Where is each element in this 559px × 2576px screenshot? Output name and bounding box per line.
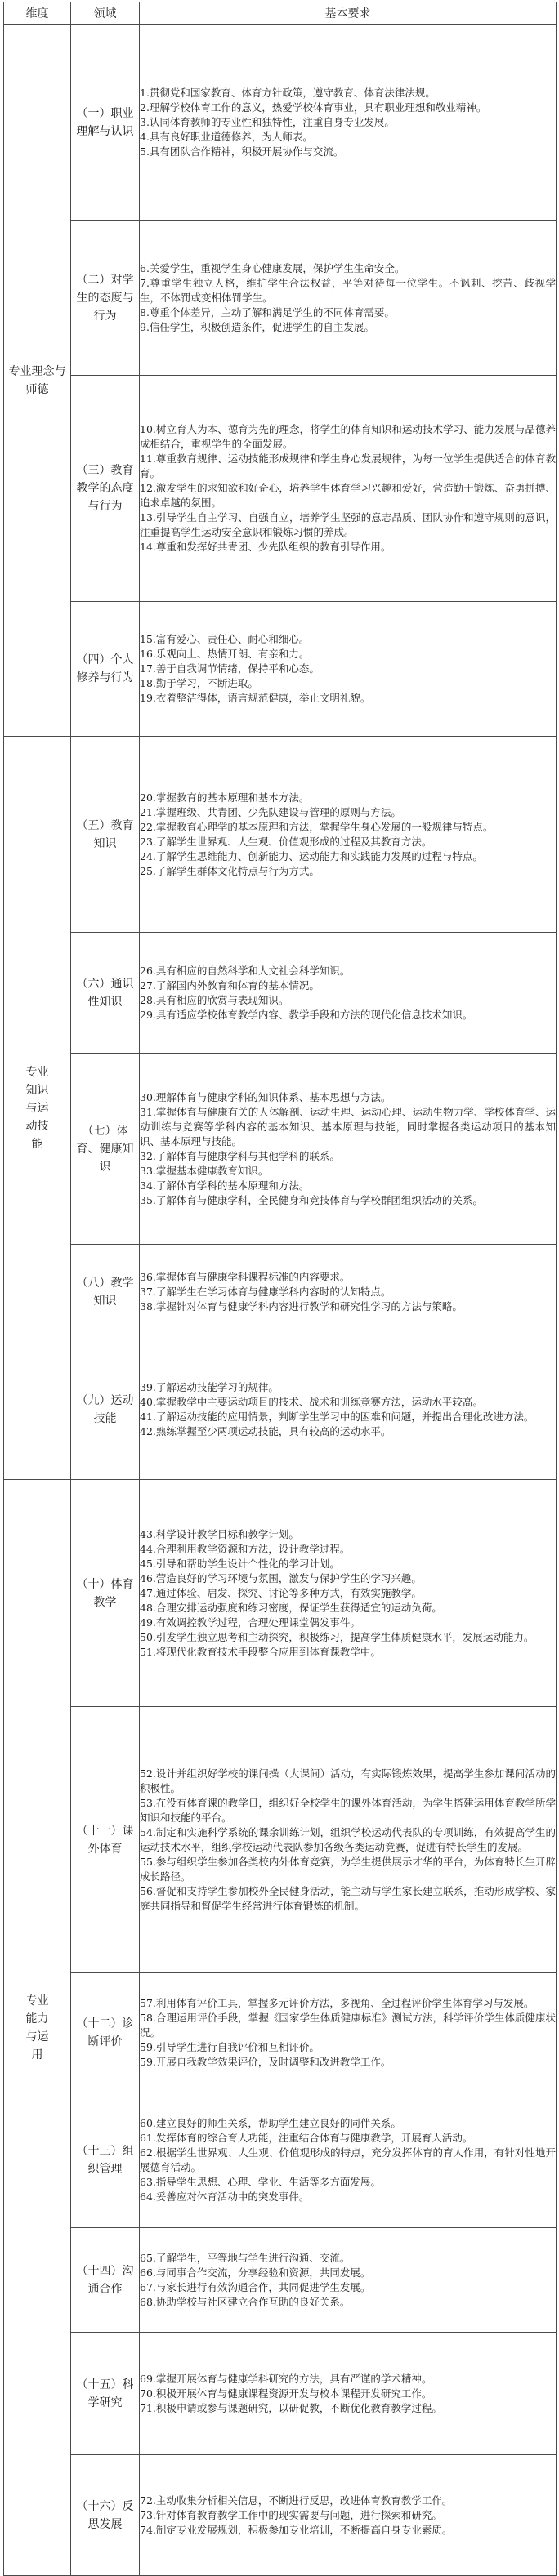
area-cell: （三）教育教学的态度与行为 xyxy=(71,376,140,602)
dimension-cell: 专业知识与运动技能 xyxy=(4,737,71,1480)
requirements-cell xyxy=(140,2455,557,2576)
header-dimension: 维度 xyxy=(4,2,71,25)
area-cell: （七）体育、健康知识 xyxy=(71,1054,140,1245)
requirement-item: 44.合理利用教学资源和方法，设计教学过程。 xyxy=(140,1542,351,1555)
table-row xyxy=(4,1339,557,1480)
area-cell: （十六）反思发展 xyxy=(71,2455,140,2576)
requirement-item: 33.掌握基本健康教育知识。 xyxy=(140,1164,269,1177)
requirement-item: 6.关爱学生，重视学生身心健康发展，保护学生生命安全。 xyxy=(140,261,405,274)
area-cell: （九）运动技能 xyxy=(71,1339,140,1480)
area-cell: （十一）课外体育 xyxy=(71,1707,140,1973)
requirement-item: 48.合理安排运动强度和练习密度，保证学生获得适宜的运动负荷。 xyxy=(140,1601,442,1614)
requirement-item: 74.制定专业发展规划，积极参加专业培训，不断提高自身专业素质。 xyxy=(140,2523,453,2536)
requirement-item: 52.设计并组织好学校的课间操（大课间）活动，有实际锻炼效果，提高学生参加课间活动的积极性。 xyxy=(140,1767,556,1794)
header-area: 领域 xyxy=(71,2,140,25)
requirement-item: 61.发挥体育的综合育人功能，注重结合体育与健康教学，开展育人活动。 xyxy=(140,2131,473,2144)
requirement-item: 43.科学设计教学目标和教学计划。 xyxy=(140,1527,299,1540)
requirement-item: 58.合理运用评价手段，掌握《国家学生体质健康标准》测试方法，科学评价学生体质健康状况。 xyxy=(140,2011,556,2039)
requirement-item: 31.掌握体育与健康有关的人体解剖、运动生理、运动心理、运动生物力学、学校体育学、运动训练与竞赛等学科内容的基本知识、基本原理与技能，同时掌握各类运动项目的基本知识、基本原理与技能。 xyxy=(140,1105,556,1148)
requirement-item: 57.利用体育评价工具，掌握多元评价方法，多视角、全过程评价学生体育学习与发展。 xyxy=(140,1996,534,2009)
requirement-item: 16.乐观向上、热情开朗、有亲和力。 xyxy=(140,648,310,660)
requirement-item: 46.营造良好的学习环境与氛围，激发与保护学生的学习兴趣。 xyxy=(140,1571,422,1584)
requirements-cell xyxy=(140,25,557,221)
requirement-item: 63.指导学生思想、心理、学业、生活等多方面发展。 xyxy=(140,2175,381,2188)
table-row xyxy=(4,1973,557,2092)
area-cell: （十五）科学研究 xyxy=(71,2333,140,2455)
requirement-item: 2.理解学校体育工作的意义，热爱学校体育事业，具有职业理想和敬业精神。 xyxy=(140,100,487,114)
table-row xyxy=(4,737,557,933)
requirement-item: 30.理解体育与健康学科的知识体系、基本思想与方法。 xyxy=(140,1090,391,1103)
table-row xyxy=(4,1054,557,1245)
requirements-cell xyxy=(140,1339,557,1480)
table-row xyxy=(4,1480,557,1707)
requirements-cell xyxy=(140,2228,557,2333)
requirement-item: 36.掌握体育与健康学科课程标准的内容要求。 xyxy=(140,1270,351,1283)
table-row xyxy=(4,1245,557,1339)
requirement-item: 3.认同体育教师的专业性和独特性，注重自身专业发展。 xyxy=(140,115,395,128)
requirement-item: 5.具有团队合作精神，积极开展协作与交流。 xyxy=(140,145,344,158)
requirement-item: 38.掌握针对体育与健康学科内容进行教学和研究性学习的方法与策略。 xyxy=(140,1299,463,1313)
requirement-item: 24.了解学生思维能力、创新能力、运动能力和实践能力发展的过程与特点。 xyxy=(140,849,483,862)
requirement-item: 14.尊重和发挥好共青团、少先队组织的教育引导作用。 xyxy=(140,541,391,553)
requirement-item: 1.贯彻党和国家教育、体育方针政策，遵守教育、体育法律法规。 xyxy=(140,86,436,99)
area-cell: （十二）诊断评价 xyxy=(71,1973,140,2092)
requirement-item: 7.尊重学生独立人格，维护学生合法权益，平等对待每一位学生。不讽刺、挖苦、歧视学生，不体罚或变相体罚学生。 xyxy=(140,276,556,304)
requirement-item: 72.主动收集分析相关信息，不断进行反思，改进体育教育教学工作。 xyxy=(140,2494,453,2507)
table-body xyxy=(4,25,557,2576)
requirement-item: 42.熟练掌握至少两项运动技能，具有较高的运动水平。 xyxy=(140,1424,391,1437)
requirement-item: 45.引导和帮助学生设计个性化的学习计划。 xyxy=(140,1557,340,1570)
requirement-item: 34.了解体育学科的基本原理和方法。 xyxy=(140,1179,310,1192)
requirement-item: 69.掌握开展体育与健康学科研究的方法，具有严谨的学术精神。 xyxy=(140,2372,432,2385)
requirement-item: 9.信任学生，积极创造条件，促进学生的自主发展。 xyxy=(140,320,374,333)
requirement-item: 15.富有爱心、责任心、耐心和细心。 xyxy=(140,633,310,645)
requirement-item: 55.参与组织学生参加各类校内外体育竞赛，为学生提供展示才华的平台，为体育特长生开辟成长路径。 xyxy=(140,1855,556,1883)
area-cell: （四）个人修养与行为 xyxy=(71,602,140,737)
requirement-item: 17.善于自我调节情绪，保持平和心态。 xyxy=(140,662,320,675)
requirement-item: 4.具有良好职业道德修养，为人师表。 xyxy=(140,130,313,143)
requirement-item: 12.激发学生的求知欲和好奇心，培养学生体育学习兴趣和爱好，营造勤于锻炼、奋勇拼搏、追求卓越的氛围。 xyxy=(140,482,556,509)
table-row xyxy=(4,2092,557,2228)
table-row xyxy=(4,376,557,602)
table-row xyxy=(4,933,557,1054)
requirements-cell xyxy=(140,1054,557,1245)
area-cell: （一）职业理解与认识 xyxy=(71,25,140,221)
requirement-item: 26.具有相应的自然科学和人文社会科学知识。 xyxy=(140,964,351,977)
requirement-item: 39.了解运动技能学习的规律。 xyxy=(140,1380,279,1393)
requirements-cell xyxy=(140,1480,557,1707)
area-cell: （八）教学知识 xyxy=(71,1245,140,1339)
requirement-item: 21.掌握班级、共青团、少先队建设与管理的原则与方法。 xyxy=(140,805,401,818)
requirements-cell xyxy=(140,2333,557,2455)
table-row xyxy=(4,25,557,221)
header-requirements: 基本要求 xyxy=(140,2,557,25)
requirement-item: 66.与同事合作交流，分享经验和资源，共同发展。 xyxy=(140,2266,371,2279)
table-row xyxy=(4,1707,557,1973)
requirement-item: 65.了解学生，平等地与学生进行沟通、交流。 xyxy=(140,2251,351,2264)
area-cell: （十四）沟通合作 xyxy=(71,2228,140,2333)
requirement-item: 32.了解体育与健康学科与其他学科的联系。 xyxy=(140,1149,340,1162)
requirement-item: 73.针对体育教育教学工作中的现实需要与问题，进行探索和研究。 xyxy=(140,2508,442,2521)
requirement-item: 64.妥善应对体育活动中的突发事件。 xyxy=(140,2190,310,2203)
requirement-item: 8.尊重个体差异，主动了解和满足学生的不同体育需要。 xyxy=(140,305,395,319)
table-row xyxy=(4,2455,557,2576)
standards-table xyxy=(3,2,557,2576)
requirement-item: 49.有效调控教学过程，合理处理课堂偶发事件。 xyxy=(140,1616,360,1629)
area-cell: （二）对学生的态度与行为 xyxy=(71,221,140,376)
requirement-item: 71.积极申请或参与课题研究，以研促教，不断优化教育教学过程。 xyxy=(140,2401,442,2414)
requirement-item: 54.制定和实施科学系统的课余训练计划，组织学校运动代表队的专项训练，有效提高学生的运动技术水平，组织学校运动代表队参加各级各类运动竞赛，促进有特长学生的发展。 xyxy=(140,1825,556,1853)
requirement-item: 19.衣着整洁得体，语言规范健康，举止文明礼貌。 xyxy=(140,692,371,704)
table-row xyxy=(4,2228,557,2333)
requirements-cell xyxy=(140,737,557,933)
requirement-item: 23.了解学生世界观、人生观、价值观形成的过程及其教育方法。 xyxy=(140,835,432,848)
requirement-item: 13.引导学生自主学习、自强自立，培养学生坚强的意志品质、团队协作和遵守规则的意识，注重提高学生运动安全意识和锻炼习惯的养成。 xyxy=(140,511,556,538)
requirement-item: 20.掌握教育的基本原理和基本方法。 xyxy=(140,791,310,804)
requirement-item: 50.引发学生独立思考和主动探究，积极练习，提高学生体质健康水平，发展运动能力。 xyxy=(140,1630,534,1643)
requirement-item: 56.督促和支持学生参加校外全民健身活动，能主动与学生家长建立联系，推动形成学校、家庭共同指导和督促学生经常进行体育锻炼的机制。 xyxy=(140,1884,556,1912)
dimension-cell: 专业能力与运用 xyxy=(4,1480,71,2576)
requirements-cell xyxy=(140,376,557,602)
area-cell: （十）体育教学 xyxy=(71,1480,140,1707)
requirements-cell xyxy=(140,933,557,1054)
requirements-cell xyxy=(140,2092,557,2228)
requirement-item: 35.了解体育与健康学科，全民健身和竞技体育与学校群团组织活动的关系。 xyxy=(140,1193,483,1206)
requirement-item: 70.积极开展体育与健康课程资源开发与校本课程开发研究工作。 xyxy=(140,2387,432,2400)
area-cell: （六）通识性知识 xyxy=(71,933,140,1054)
requirement-item: 18.勤于学习，不断进取。 xyxy=(140,677,258,689)
requirement-item: 22.掌握教育心理学的基本原理和方法，掌握学生身心发展的一般规律与特点。 xyxy=(140,820,494,833)
requirement-item: 53.在没有体育课的教学日，组织好全校学生的课外体育活动，为学生搭建运用体育教学所学知识和技能的平台。 xyxy=(140,1796,556,1824)
requirement-item: 67.与家长进行有效沟通合作，共同促进学生发展。 xyxy=(140,2280,371,2293)
area-cell: （五）教育知识 xyxy=(71,737,140,933)
requirements-cell xyxy=(140,1973,557,2092)
requirement-item: 51.将现代化教育技术手段整合应用到体育课教学中。 xyxy=(140,1645,381,1658)
dimension-cell: 专业理念与师德 xyxy=(4,25,71,737)
table-row xyxy=(4,221,557,376)
table-row xyxy=(4,2333,557,2455)
requirement-item: 37.了解学生在学习体育与健康学科内容时的认知特点。 xyxy=(140,1285,391,1298)
requirement-item: 11.尊重教育规律、运动技能形成规律和学生身心发展规律，为每一位学生提供适合的体育教育。 xyxy=(140,452,556,479)
requirements-cell xyxy=(140,221,557,376)
requirements-cell xyxy=(140,1245,557,1339)
requirement-item: 10.树立育人为本、德育为先的理念，将学生的体育知识和运动技术学习、能力发展与品德养成相结合，重视学生的全面发展。 xyxy=(140,423,556,450)
table-header-row xyxy=(4,2,557,25)
requirement-item: 27.了解国内外教育和体育的基本情况。 xyxy=(140,978,320,992)
requirement-item: 28.具有相应的欣赏与表现知识。 xyxy=(140,993,289,1006)
requirement-item: 62.根据学生世界观、人生观、价值观形成的特点，充分发挥体育的育人作用，有针对性地开展德育活动。 xyxy=(140,2146,556,2173)
requirements-cell xyxy=(140,602,557,737)
area-cell: （十三）组织管理 xyxy=(71,2092,140,2228)
requirement-item: 59.开展自我教学效果评价，及时调整和改进教学工作。 xyxy=(140,2055,391,2068)
table-row xyxy=(4,602,557,737)
requirement-item: 29.具有适应学校体育教学内容、教学手段和方法的现代化信息技术知识。 xyxy=(140,1008,473,1021)
requirement-item: 59.引导学生进行自我评价和互相评价。 xyxy=(140,2040,320,2053)
requirement-item: 60.建立良好的师生关系，帮助学生建立良好的同伴关系。 xyxy=(140,2116,401,2129)
requirement-item: 47.通过体验、启发、探究、讨论等多种方式，有效实施教学。 xyxy=(140,1586,422,1599)
requirements-cell xyxy=(140,1707,557,1973)
requirement-item: 68.协助学校与社区建立合作互助的良好关系。 xyxy=(140,2295,351,2308)
requirement-item: 40.掌握教学中主要运动项目的技术、战术和训练竞赛方法，运动水平较高。 xyxy=(140,1395,483,1408)
requirement-item: 41.了解运动技能的应用情景，判断学生学习中的困难和问题，并提出合理化改进方法。 xyxy=(140,1410,534,1423)
requirement-item: 25.了解学生群体文化特点与行为方式。 xyxy=(140,864,320,877)
